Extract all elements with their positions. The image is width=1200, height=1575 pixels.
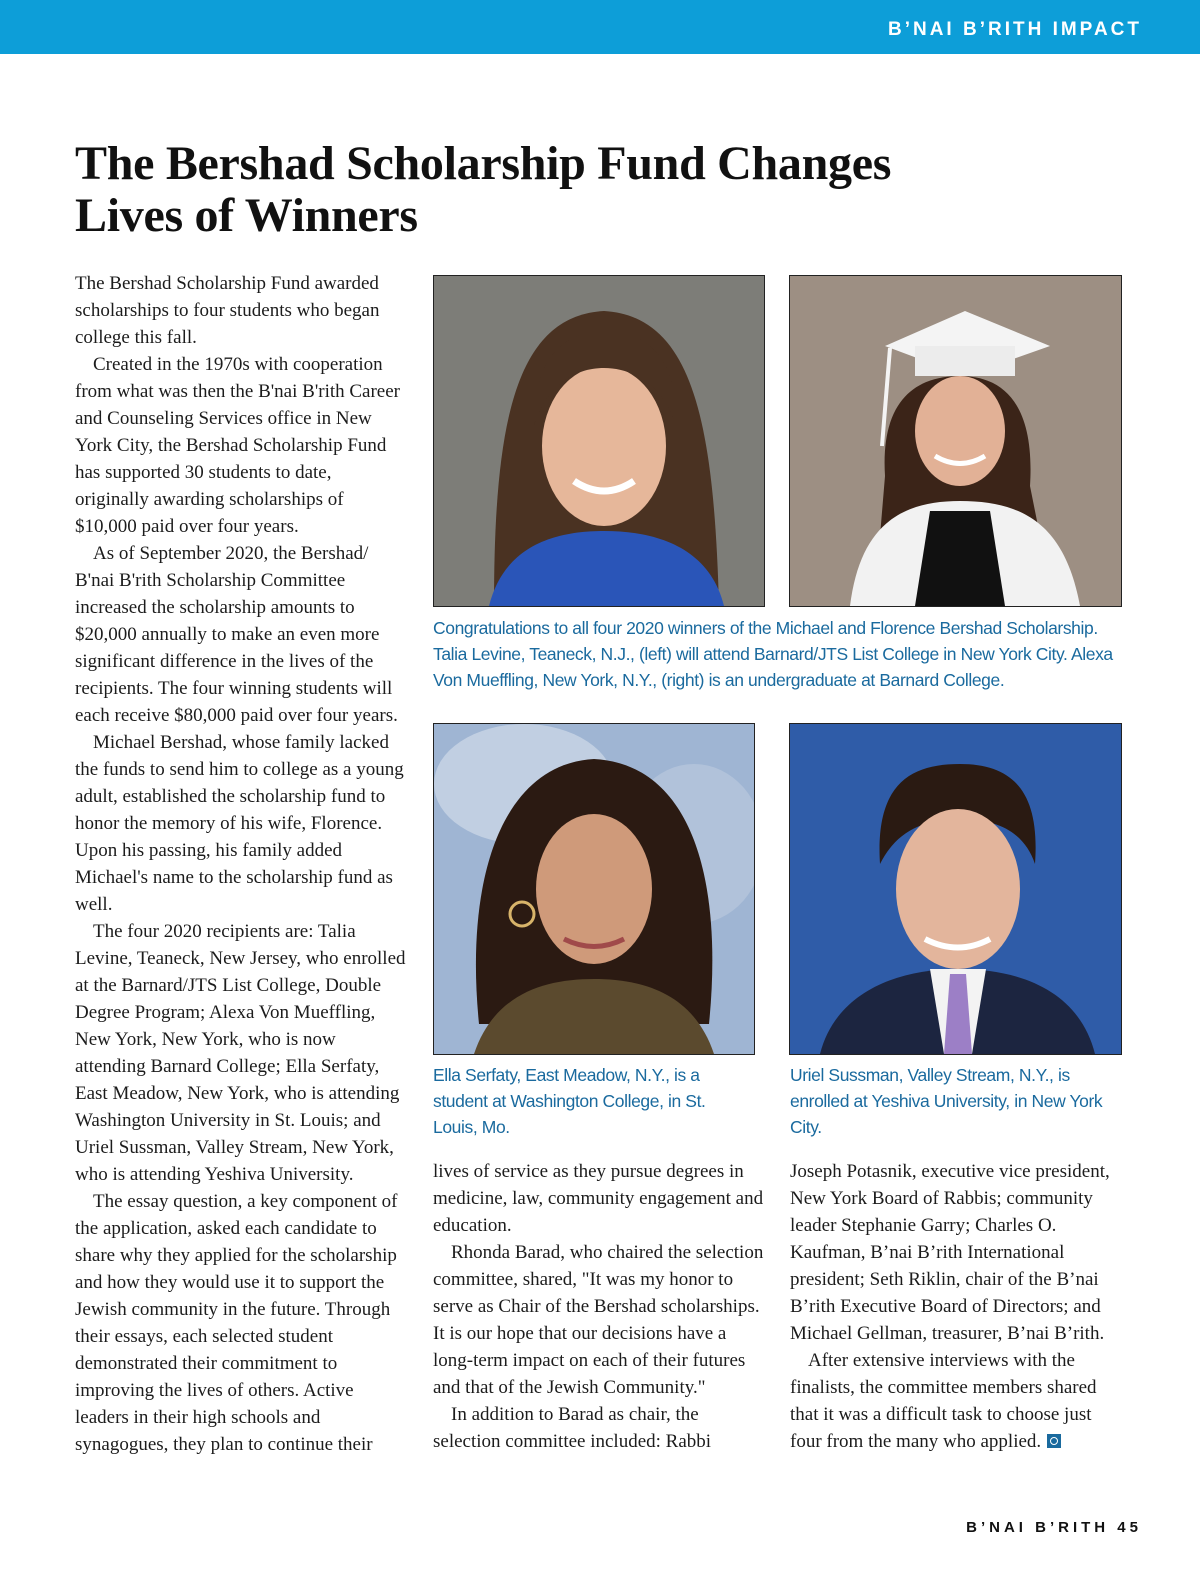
paragraph: lives of service as they pursue degrees in medicine, law, community engagement and education. [433, 1161, 764, 1236]
page-footer: B’NAI B’RITH 45 [966, 1519, 1142, 1536]
article-column-2 [433, 1158, 765, 1455]
paragraph: The four 2020 recipients are: Talia Levine, Teaneck, New Jersey, who enrolled at the Barnard/JTS List College, Double Degree Program; Alexa Von Mueffling, New York, New York, who is now attending Barnard College; Ella Serfaty, East Meadow, New York, who is attending Washington University in St. Louis; and Uriel Sussman, Valley Stream, New York, who is attending Yeshiva University. [75, 921, 406, 1185]
photo-caption-bottom-right: Uriel Sussman, Valley Stream, N.Y., is enrolled at Yeshiva University, in New York City. [790, 1065, 1103, 1137]
paragraph: The Bershad Scholarship Fund awarded scholarships to four students who began college this fall. [75, 273, 380, 348]
photo-uriel-sussman [789, 723, 1122, 1055]
paragraph: Rhonda Barad, who chaired the selection committee, shared, "It was my honor to serve as Chair of the Bershad scholarships. It is our hope that our decisions have a long-term impact on each of their futures and that of the Jewish Community." [433, 1242, 764, 1398]
paragraph: Joseph Potasnik, executive vice president, New York Board of Rabbis; community leader Stephanie Garry; Charles O. Kaufman, B’nai B’rith International president; Seth Riklin, chair of the B’nai B’rith Executive Board of Directors; and Michael Gellman, treasurer, B’nai B’rith. [790, 1161, 1110, 1344]
article-column-3 [790, 1158, 1125, 1455]
paragraph: As of September 2020, the Bershad/ B'nai B'rith Scholarship Committee increased the scholarship amounts to $20,000 annually to make an even more significant difference in the lives of the recipients. The four winning students will each receive $80,000 paid over four years. [75, 543, 398, 726]
photo-caption-top: Congratulations to all four 2020 winners of the Michael and Florence Bershad Scholarship. Talia Levine, Teaneck, N.J., (left) will attend Barnard/JTS List College in New York City. Alexa Von Mueffling, New York, N.Y., (right) is an undergraduate at Barnard College. [433, 618, 1113, 690]
paragraph: Created in the 1970s with cooperation from what was then the B'nai B'rith Career and Counseling Services office in New York City, the Bershad Scholarship Fund has supported 30 students to date, originally awarding scholarships of $10,000 paid over four years. [75, 354, 401, 537]
photo-caption-bottom-left: Ella Serfaty, East Meadow, N.Y., is a student at Washington College, in St. Louis, Mo. [433, 1065, 706, 1137]
end-of-article-icon [1047, 1434, 1061, 1448]
photo-ella-serfaty [433, 723, 755, 1055]
paragraph: The essay question, a key component of the application, asked each candidate to share why they applied for the scholarship and how they would use it to support the Jewish community in the future. Through their essays, each selected student demonstrated their commitment to improving the lives of others. Active leaders in their high schools and synagogues, they plan to continue their [75, 1191, 398, 1455]
paragraph [790, 1347, 1125, 1455]
article-title: The Bershad Scholarship Fund Changes Lives of Winners [75, 137, 892, 242]
section-label: B’NAI B’RITH IMPACT [887, 19, 1142, 40]
photo-talia-levine [433, 275, 765, 607]
paragraph: Michael Bershad, whose family lacked the funds to send him to college as a young adult, established the scholarship fund to honor the memory of his wife, Florence. Upon his passing, his family added Michael's name to the scholarship fund as well. [75, 732, 404, 915]
header-bar [0, 0, 1200, 54]
paragraph-text: After extensive interviews with the finalists, the committee members shared that it was a difficult task to choose just four from the many who applied. [790, 1350, 1097, 1452]
paragraph: In addition to Barad as chair, the selection committee included: Rabbi [433, 1404, 712, 1452]
article-column-1 [75, 270, 410, 1458]
photo-alexa-von-mueffling [789, 275, 1122, 607]
